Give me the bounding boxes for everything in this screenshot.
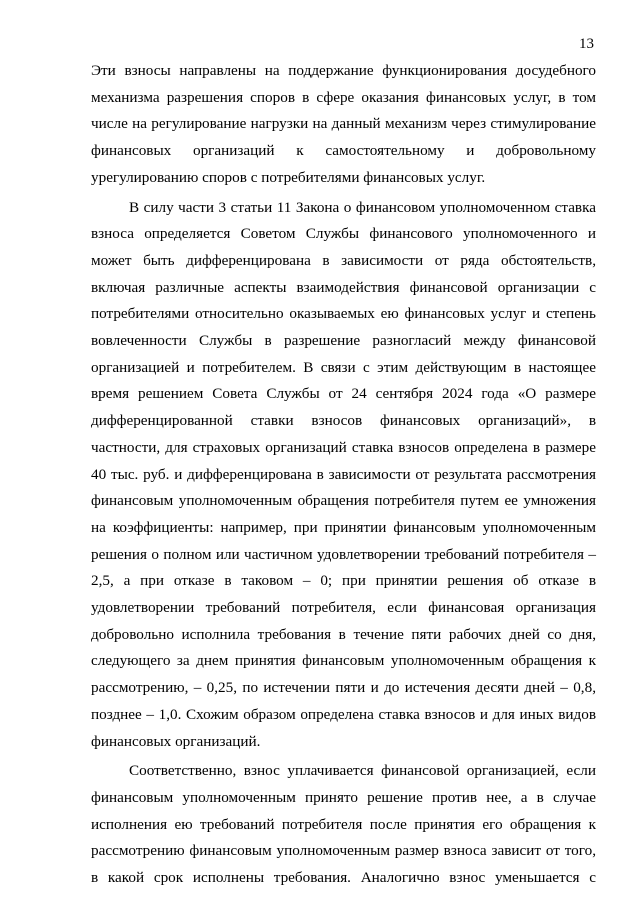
paragraph-3: Соответственно, взнос уплачивается финансовой организацией, если финансовым уполномоченным принято решение против нее, а в случае исполнения ею требований потребителя после принятия его обращения к рассмотрению финансовым уполномоченным размер взноса зависит от того, в какой срок исполнены требования. Аналогично взнос уменьшается с	[91, 762, 596, 887]
paragraph-2: В силу части 3 статьи 11 Закона о финансовом уполномоченном ставка взноса определяется Советом Службы финансового уполномоченного и может быть дифференцирована в зависимости от ряда обстоятельств, включая различные аспекты взаимодействия финансовой организации с потребителями относительно оказываемых ею финансовых услуг и степень вовлеченности Службы в разрешение разногласий между финансовой организацией и потребителем. В связи с этим действующим в настоящее время решением Совета Службы от 24 сентября 2024 года «О размере дифференцированной ставки взносов финансовых организаций», в частности, для страховых организаций ставка взносов определена в размере 40 тыс. руб. и дифференцирована в зависимости от результата рассмотрения финансовым уполномоченным обращения потребителя путем ее умножения на коэффициенты: например, при принятии финансовым уполномоченным решения о полном или частичном удовлетворении требований потребителя – 2,5, а при отказе в таковом – 0; при принятии решения об отказе в удовлетворении требований потребителя, если финансовая организация добровольно исполнила требования в течение пяти рабочих дней со дня, следующего за днем принятия финансовым уполномоченным обращения к рассмотрению, – 0,25, по истечении пяти и до истечения десяти дней – 0,8, позднее – 1,0. Схожим образом определена ставка взносов и для иных видов финансовых организаций.	[91, 198, 596, 750]
paragraph-1: Эти взносы направлены на поддержание функционирования досудебного механизма разрешения споров в сфере оказания финансовых услуг, в том числе на регулирование нагрузки на данный механизм через стимулирование финансовых организаций к самостоятельному и добровольному урегулированию споров с потребителями финансовых услуг.	[91, 62, 596, 186]
document-body	[91, 58, 596, 892]
page-number: 13	[579, 36, 594, 52]
